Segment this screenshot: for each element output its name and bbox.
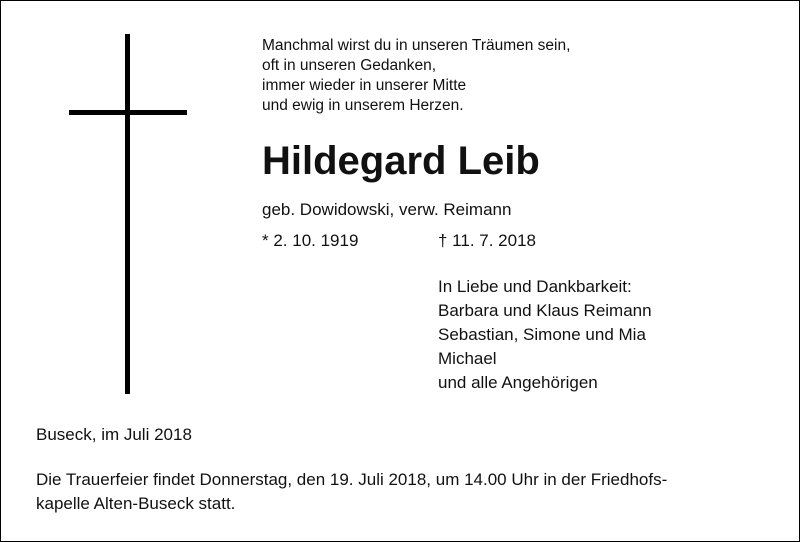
funeral-service-info [36,468,776,516]
maiden-name: geb. Dowidowski, verw. Reimann [262,200,512,219]
death-date: † 11. 7. 2018 [438,231,536,250]
cross-icon-horizontal-bar [69,110,187,115]
cross-icon-vertical-bar [125,34,130,394]
service-line: kapelle Alten-Buseck statt. [36,494,236,513]
mourner-line: Barbara und Klaus Reimann [438,301,652,320]
poem-line: immer wieder in unserer Mitte [262,77,467,94]
poem-line: und ewig in unserem Herzen. [262,97,464,114]
mourner-line: Michael [438,349,497,368]
deceased-name: Hildegard Leib [262,139,540,183]
poem-line: Manchmal wirst du in unseren Träumen sein, [262,37,571,54]
mourner-line: und alle Angehörigen [438,373,598,392]
poem-line: oft in unseren Gedanken, [262,57,437,74]
place-and-date: Buseck, im Juli 2018 [36,425,192,444]
service-line: Die Trauerfeier findet Donnerstag, den 19. Juli 2018, um 14.00 Uhr in der Friedhofs- [36,470,668,489]
mourners-list [438,275,652,395]
memorial-poem [262,36,682,116]
birth-date: * 2. 10. 1919 [262,231,359,250]
mourner-line: In Liebe und Dankbarkeit: [438,277,632,296]
mourner-line: Sebastian, Simone und Mia [438,325,646,344]
